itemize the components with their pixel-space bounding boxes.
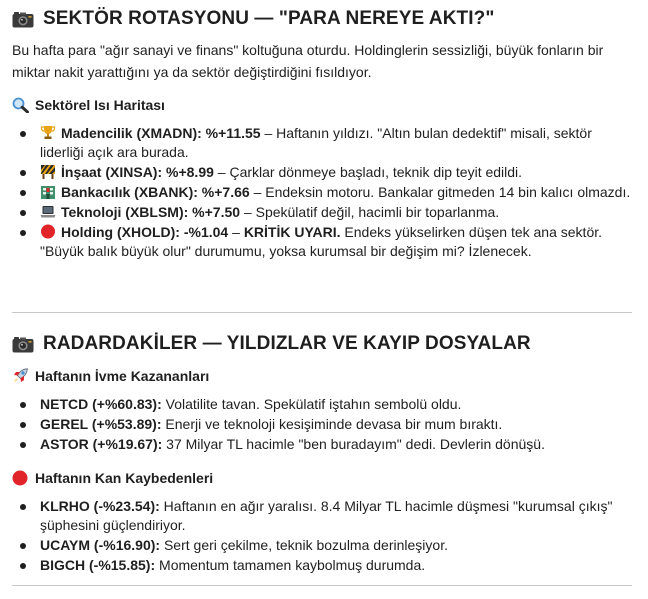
list-item: UCAYM (-%16.90): Sert geri çekilme, teknik bozulma derinleşiyor.	[12, 536, 636, 555]
divider	[12, 312, 632, 313]
list-item: Madencilik (XMADN): %+11.55 – Haftanın yıldızı. "Altın bulan dedektif" misali, sektör liderliği açık ara burada.	[12, 124, 636, 162]
section-1-title: SEKTÖR ROTASYONU — "PARA NEREYE AKTI?"	[43, 8, 495, 29]
list-item: ASTOR (+%19.67): 37 Milyar TL hacimle "ben buradayım" dedi. Devlerin dönüşü.	[12, 435, 636, 454]
camera-icon	[12, 336, 34, 353]
trophy-icon	[40, 125, 56, 140]
section-2-title: RADARDAKİLER — YILDIZLAR VE KAYIP DOSYALAR	[43, 333, 531, 354]
losers-title: Haftanın Kan Kaybedenleri	[35, 470, 214, 486]
heatmap-title: Sektörel Isı Haritası	[35, 97, 165, 113]
section-1-heading	[12, 8, 494, 30]
camera-icon	[12, 11, 34, 28]
gainers-heading	[12, 368, 209, 384]
list-item: BIGCH (-%15.85): Momentum tamamen kaybolmuş durumda.	[12, 556, 636, 575]
red-circle-icon	[12, 470, 29, 486]
losers-heading	[12, 470, 213, 486]
bank-icon	[40, 184, 56, 199]
magnifier-icon	[12, 97, 29, 113]
divider	[12, 585, 632, 586]
list-item: İnşaat (XINSA): %+8.99 – Çarklar dönmeye başladı, teknik dip teyit edildi.	[12, 163, 636, 182]
list-item: Teknoloji (XBLSM): %+7.50 – Spekülatif değil, hacimli bir toparlanma.	[12, 203, 636, 222]
laptop-icon	[40, 204, 56, 219]
heatmap-heading	[12, 97, 165, 113]
gainers-list	[12, 395, 636, 455]
red-circle-icon	[40, 224, 56, 239]
construction-icon	[40, 164, 56, 179]
section-1-intro: Bu hafta para "ağır sanayi ve finans" koltuğuna oturdu. Holdinglerin sessizliği, büyük fonların bir miktar nakit yarattığını ya da sektör değiştirdiğini fısıldıyor.	[12, 42, 604, 80]
list-item: KLRHO (-%23.54): Haftanın en ağır yaralısı. 8.4 Milyar TL hacimle düşmesi "kurumsal çıkış" şüphesini güçlendiriyor.	[12, 497, 636, 535]
rocket-icon	[12, 368, 29, 384]
list-item: Bankacılık (XBANK): %+7.66 – Endeksin motoru. Bankalar gitmeden 14 bin kalıcı olmazdı.	[12, 183, 636, 202]
list-item: Holding (XHOLD): -%1.04 – KRİTİK UYARI. Endeks yükselirken düşen tek ana sektör. "Büyük balık büyük olur" durumumu, yoksa kurumsal bir değişim mi? İzlenecek.	[12, 223, 636, 261]
gainers-title: Haftanın İvme Kazananları	[35, 368, 210, 384]
losers-list	[12, 497, 636, 576]
section-2-heading	[12, 333, 531, 355]
list-item: GEREL (+%53.89): Enerji ve teknoloji kesişiminde devasa bir mum bıraktı.	[12, 415, 636, 434]
list-item: NETCD (+%60.83): Volatilite tavan. Spekülatif iştahın sembolü oldu.	[12, 395, 636, 414]
sector-list	[12, 124, 636, 262]
